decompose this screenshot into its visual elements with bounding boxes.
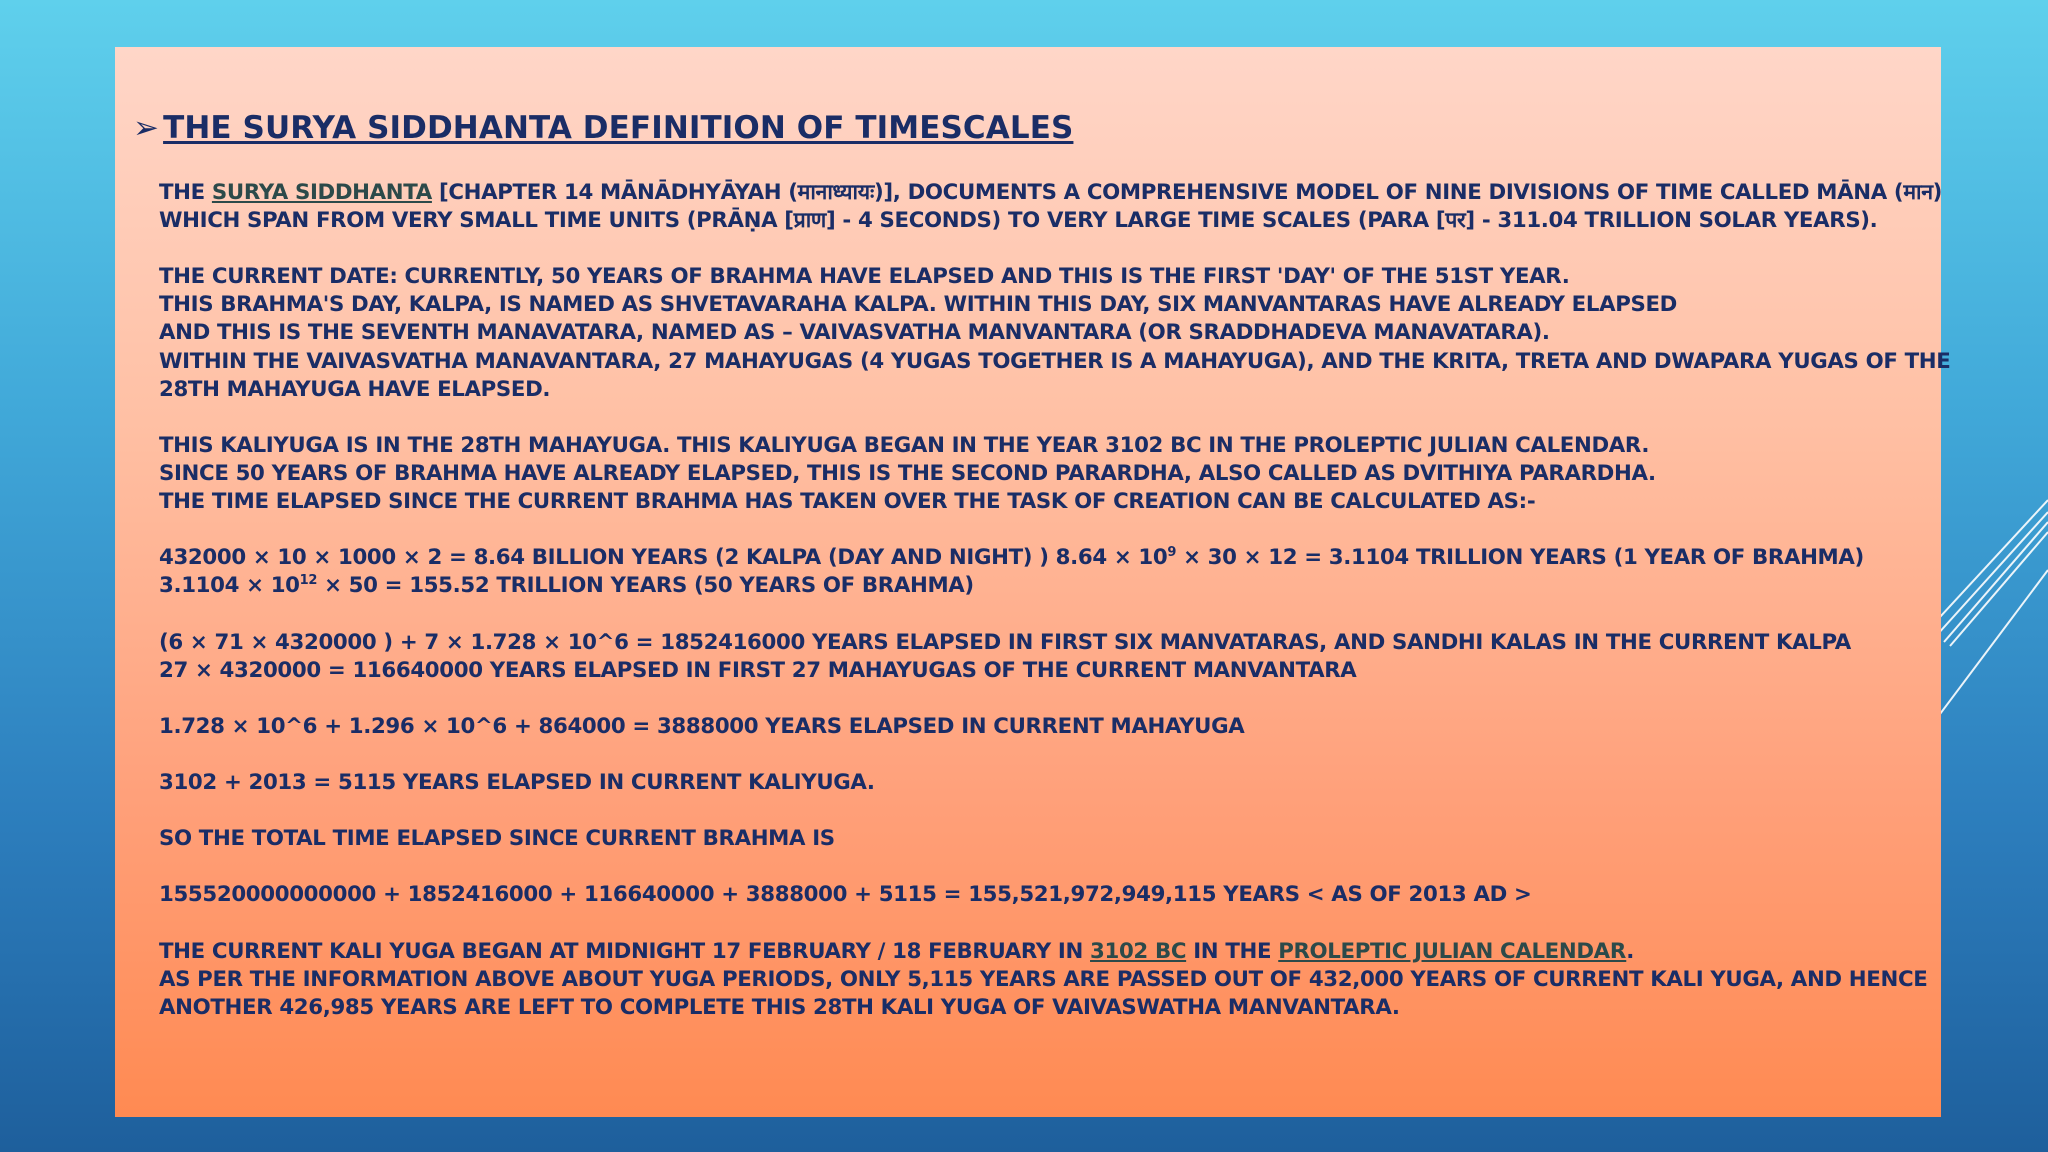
3102-bc-link[interactable]: 3102 BC xyxy=(1090,938,1187,964)
proleptic-julian-calendar-link[interactable]: PROLEPTIC JULIAN CALENDAR xyxy=(1278,938,1627,964)
paragraph-line: WHICH SPAN FROM VERY SMALL TIME UNITS (PRĀṆA [प्राण] - 4 SECONDS) TO VERY LARGE TIME SCALES (PARA [पर] - 311.04 TRILLION SOLAR YEARS). xyxy=(159,208,1878,234)
paragraph-line: THE CURRENT KALI YUGA BEGAN AT MIDNIGHT 17 FEBRUARY / 18 FEBRUARY IN 3102 BC IN THE PROLEPTIC JULIAN CALENDAR. xyxy=(159,938,1635,964)
arrow-bullet-icon: ➢ xyxy=(133,110,160,146)
paragraph-line: AND THIS IS THE SEVENTH MANAVATARA, NAMED AS – VAIVASVATHA MANVANTARA (OR SRADDHADEVA MANAVATARA). xyxy=(159,320,1550,346)
slide-content-panel xyxy=(115,47,1951,1117)
formula-line: 432000 × 10 × 1000 × 2 = 8.64 BILLION YEARS (2 KALPA (DAY AND NIGHT) ) $8.64 \times 10^9 \times 30 \times 12 = 3.1104$ TRILLION YEARS (1 YEAR OF BRAHMA) xyxy=(159,545,1864,571)
paragraph-line: THIS KALIYUGA IS IN THE 28TH MAHAYUGA. THIS KALIYUGA BEGAN IN THE YEAR 3102 BC IN THE PROLEPTIC JULIAN CALENDAR. xyxy=(159,432,1650,458)
formula-line: 1.728 × 10^6 + 1.296 × 10^6 + 864000 = 3888000 YEARS ELAPSED IN CURRENT MAHAYUGA xyxy=(159,713,1245,739)
paragraph-line: 28TH MAHAYUGA HAVE ELAPSED. xyxy=(159,376,551,402)
paragraph-line: THIS BRAHMA'S DAY, KALPA, IS NAMED AS SHVETAVARAHA KALPA. WITHIN THIS DAY, SIX MANVANTARAS HAVE ALREADY ELAPSED xyxy=(159,292,1677,318)
formula-line: 155520000000000 + 1852416000 + 116640000 + 3888000 + 5115 = 155,521,972,949,115 YEARS < AS OF 2013 AD > xyxy=(159,882,1532,908)
formula-line: (6 × 71 × 4320000 ) + 7 × 1.728 × 10^6 = 1852416000 YEARS ELAPSED IN FIRST SIX MANVATARAS, AND SANDHI KALAS IN THE CURRENT KALPA xyxy=(159,629,1851,655)
decorative-lines xyxy=(1928,460,2048,760)
paragraph-line: THE TIME ELAPSED SINCE THE CURRENT BRAHMA HAS TAKEN OVER THE TASK OF CREATION CAN BE CALCULATED AS:- xyxy=(159,489,1536,515)
formula-line: 3102 + 2013 = 5115 YEARS ELAPSED IN CURRENT KALIYUGA. xyxy=(159,769,875,795)
paragraph-line: WITHIN THE VAIVASVATHA MANAVANTARA, 27 MAHAYUGAS (4 YUGAS TOGETHER IS A MAHAYUGA), AND THE KRITA, TRETA AND DWAPARA YUGAS OF THE xyxy=(159,348,1951,374)
formula-line: $3.1104 \times 10^{12} \times 50 = 155.52$ TRILLION YEARS (50 YEARS OF BRAHMA) xyxy=(159,573,974,599)
slide-title-text: THE SURYA SIDDHANTA DEFINITION OF TIMESCALES xyxy=(163,110,1074,146)
paragraph-line: THE SURYA SIDDHANTA [CHAPTER 14 MĀNĀDHYĀYAH (मानाध्यायः)], DOCUMENTS A COMPREHENSIVE MODEL OF NINE DIVISIONS OF TIME CALLED MĀNA (मान) xyxy=(159,180,1943,205)
paragraph-line: ANOTHER 426,985 YEARS ARE LEFT TO COMPLETE THIS 28TH KALI YUGA OF VAIVASWATHA MANVANTARA. xyxy=(159,994,1400,1020)
paragraph-line: SO THE TOTAL TIME ELAPSED SINCE CURRENT BRAHMA IS xyxy=(159,826,835,852)
paragraph-line: SINCE 50 YEARS OF BRAHMA HAVE ALREADY ELAPSED, THIS IS THE SECOND PARARDHA, ALSO CALLED AS DVITHIYA PARARDHA. xyxy=(159,460,1656,486)
surya-siddhanta-link[interactable]: SURYA SIDDHANTA xyxy=(211,180,432,205)
paragraph-line: AS PER THE INFORMATION ABOVE ABOUT YUGA PERIODS, ONLY 5,115 YEARS ARE PASSED OUT OF 432,000 YEARS OF CURRENT KALI YUGA, AND HENCE xyxy=(159,966,1928,992)
slide-title xyxy=(133,110,1073,146)
slide-body xyxy=(159,179,1951,1022)
paragraph-line: THE CURRENT DATE: CURRENTLY, 50 YEARS OF BRAHMA HAVE ELAPSED AND THIS IS THE FIRST 'DAY' OF THE 51ST YEAR. xyxy=(159,264,1570,290)
formula-line: 27 × 4320000 = 116640000 YEARS ELAPSED IN FIRST 27 MAHAYUGAS OF THE CURRENT MANVANTARA xyxy=(159,657,1357,683)
